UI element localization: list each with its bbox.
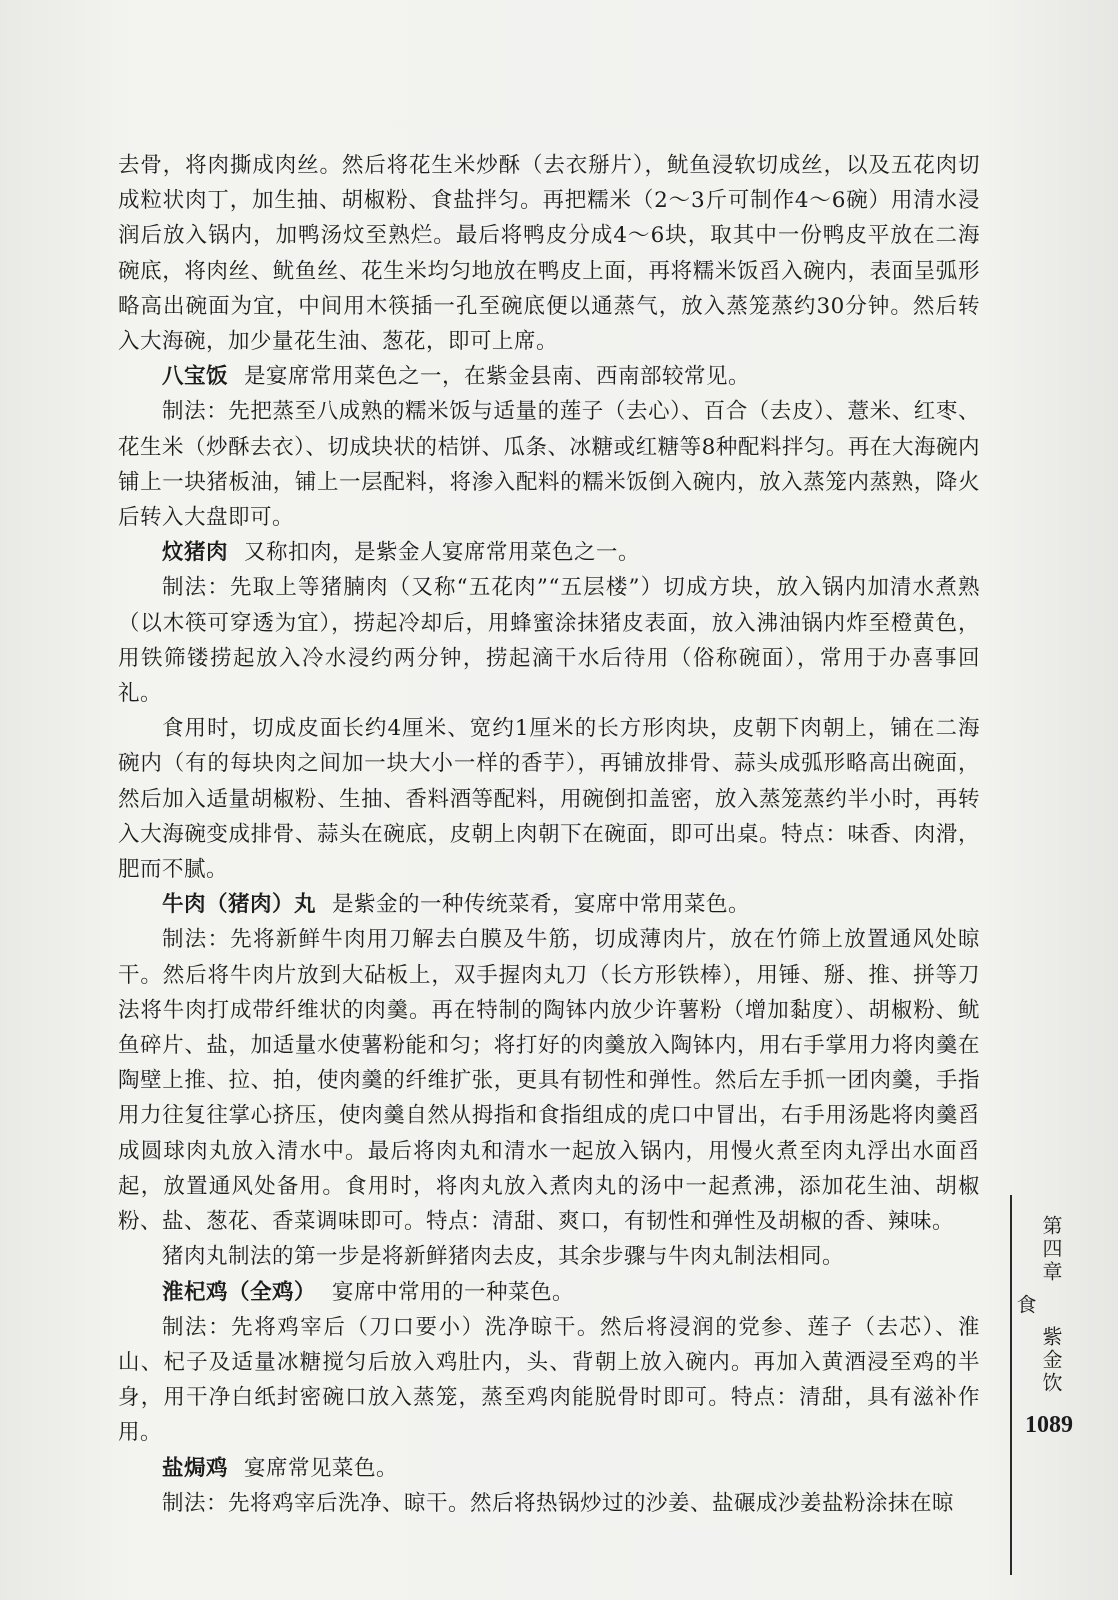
paragraph-continuation: 去骨，将肉撕成肉丝。然后将花生米炒酥（去衣掰片），鱿鱼浸软切成丝，以及五花肉切成粒状肉丁，加生抽、胡椒粉、食盐拌匀。再把糯米（2～3斤可制作4～6碗）用清水浸润后放入锅内，加鸭汤炆至熟烂。最后将鸭皮分成4～6块，取其中一份鸭皮平放在二海碗底，将肉丝、鱿鱼丝、花生米均匀地放在鸭皮上面，再将糯米饭舀入碗内，表面呈弧形略高出碗面为宜，中间用木筷插一孔至碗底便以通蒸气，放入蒸笼蒸约30分钟。然后转入大海碗，加少量花生油、葱花，即可上席。 <box>118 153 980 355</box>
paragraph: 制法：先取上等猪腩肉（又称“五花肉”“五层楼”）切成方块，放入锅内加清水煮熟（以木筷可穿透为宜），捞起冷却后，用蜂蜜涂抹猪皮表面，放入沸油锅内炸至橙黄色，用铁筛镂捞起放入冷水浸约两分钟，捞起滴干水后待用（俗称碗面），常用于办喜事回礼。 <box>118 575 980 707</box>
dish-description: 宴席中常用的一种菜色。 <box>332 1279 575 1305</box>
chapter-number: 第四章 <box>1039 1215 1063 1285</box>
paragraph: 制法：先将鸡宰后洗净、晾干。然后将热锅炒过的沙姜、盐碾成沙姜盐粉涂抹在晾 <box>162 1490 955 1516</box>
dish-name: 炆猪肉 <box>162 540 229 566</box>
chapter-label <box>1013 1210 1064 1400</box>
dish-entry <box>118 1275 980 1310</box>
dish-description: 又称扣肉，是紫金人宴席常用菜色之一。 <box>244 540 641 566</box>
dish-description: 是紫金的一种传统菜肴，宴席中常用菜色。 <box>332 892 751 918</box>
body-text <box>118 148 980 1521</box>
dish-entry <box>118 1451 980 1486</box>
dish-entry <box>118 359 980 394</box>
page-number: 1089 <box>1025 1412 1073 1438</box>
paragraph: 食用时，切成皮面长约4厘米、宽约1厘米的长方形肉块，皮朝下肉朝上，铺在二海碗内（有的每块肉之间加一块大小一样的香芋），再铺放排骨、蒜头成弧形略高出碗面，然后加入适量胡椒粉、生抽、香料酒等配料，用碗倒扣盖密，放入蒸笼蒸约半小时，再转入大海碗变成排骨、蒜头在碗底，皮朝上肉朝下在碗面，即可出桌。特点：味香、肉滑，肥而不腻。 <box>118 716 980 883</box>
dish-entry <box>118 535 980 570</box>
dish-name: 八宝饭 <box>162 364 229 390</box>
paragraph: 制法：先将新鲜牛肉用刀解去白膜及牛筋，切成薄肉片，放在竹筛上放置通风处晾干。然后将牛肉片放到大砧板上，双手握肉丸刀（长方形铁棒），用锤、掰、推、拼等刀法将牛肉打成带纤维状的肉羹。再在特制的陶钵内放少许薯粉（增加黏度）、胡椒粉、鱿鱼碎片、盐，加适量水使薯粉能和匀；将打好的肉羹放入陶钵内，用右手掌用力将肉羹在陶壁上推、拉、拍，使肉羹的纤维扩张，更具有韧性和弹性。然后左手抓一团肉羹，手指用力往复往掌心挤压，使肉羹自然从拇指和食指组成的虎口中冒出，右手用汤匙将肉羹舀成圆球肉丸放入清水中。最后将肉丸和清水一起放入锅内，用慢火煮至肉丸浮出水面舀起，放置通风处备用。食用时，将肉丸放入煮肉丸的汤中一起煮沸，添加花生油、胡椒粉、盐、葱花、香菜调味即可。特点：清甜、爽口，有韧性和弹性及胡椒的香、辣味。 <box>118 927 980 1235</box>
paragraph: 猪肉丸制法的第一步是将新鲜猪肉去皮，其余步骤与牛肉丸制法相同。 <box>162 1244 845 1270</box>
section-title: 紫金饮食 <box>1013 1293 1063 1395</box>
dish-name: 淮杞鸡（全鸡） <box>162 1279 317 1305</box>
paragraph: 制法：先把蒸至八成熟的糯米饭与适量的莲子（去心）、百合（去皮）、薏米、红枣、花生米（炒酥去衣）、切成块状的桔饼、瓜条、冰糖或红糖等8种配料拌匀。再在大海碗内铺上一块猪板油，铺上一层配料，将渗入配料的糯米饭倒入碗内，放入蒸笼内蒸熟，降火后转入大盘即可。 <box>118 399 980 531</box>
dish-description: 宴席常见菜色。 <box>244 1455 399 1481</box>
dish-name: 盐焗鸡 <box>162 1455 229 1481</box>
dish-entry <box>118 887 980 922</box>
chapter-spacer <box>1039 1294 1063 1317</box>
margin-rule <box>1010 1195 1012 1575</box>
dish-description: 是宴席常用菜色之一，在紫金县南、西南部较常见。 <box>244 364 751 390</box>
dish-name: 牛肉（猪肉）丸 <box>162 892 317 918</box>
paragraph: 制法：先将鸡宰后（刀口要小）洗净晾干。然后将浸润的党参、莲子（去芯）、淮山、杞子及适量冰糖搅匀后放入鸡肚内，头、背朝上放入碗内。再加入黄酒浸至鸡的半身，用干净白纸封密碗口放入蒸笼，蒸至鸡肉能脱骨时即可。特点：清甜，具有滋补作用。 <box>118 1314 980 1446</box>
